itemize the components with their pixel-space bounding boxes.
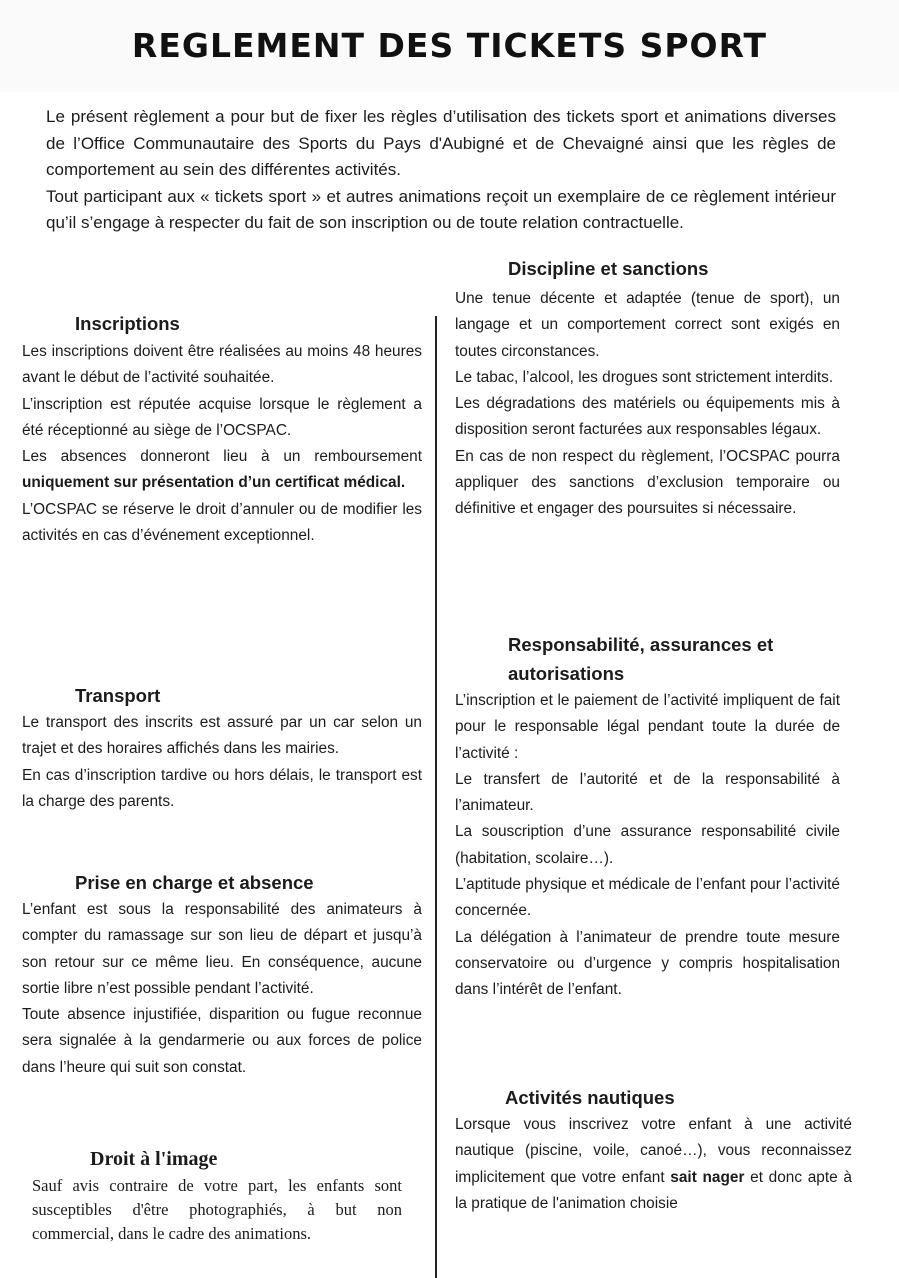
section-heading-transport: Transport	[75, 685, 161, 706]
column-divider	[435, 316, 437, 1278]
paragraph: Une tenue décente et adaptée (tenue de sport), un langage et un comportement correct sont exigés en toutes circonstances.	[455, 290, 840, 360]
paragraph	[455, 1112, 852, 1217]
section-inscriptions	[22, 339, 422, 549]
paragraph: La délégation à l’animateur de prendre toute mesure conservatoire ou d’urgence y compris hospitalisation dans l’intérêt de l’enfant.	[455, 928, 840, 999]
heading-line: Responsabilité, assurances et	[508, 634, 774, 655]
intro-paragraph: Le présent règlement a pour but de fixer les règles d’utilisation des tickets sport et animations diverses de l’Office Communautaire des Sports du Pays d'Aubigné et de Chevaigné ainsi que les règles de comportement au sein des différentes activités.	[46, 107, 836, 179]
section-responsabilite	[455, 688, 840, 1004]
section-discipline	[455, 286, 840, 523]
section-transport	[22, 710, 422, 815]
paragraph: L’OCSPAC se réserve le droit d’annuler ou de modifier les activités en cas d’événement exceptionnel.	[22, 500, 422, 545]
intro	[46, 104, 836, 237]
paragraph: La souscription d’une assurance responsabilité civile (habitation, scolaire…).	[455, 823, 840, 867]
paragraph: Le tabac, l’alcool, les drogues sont strictement interdits.	[455, 368, 834, 386]
paragraph: Le transfert de l’autorité et de la responsabilité à l’animateur.	[455, 770, 840, 815]
paragraph: Le transport des inscrits est assuré par un car selon un trajet et des horaires affichés dans les mairies.	[22, 714, 422, 758]
section-heading-inscriptions: Inscriptions	[75, 313, 180, 334]
heading-line: autorisations	[508, 663, 625, 684]
bold-text: sait nager	[670, 1168, 745, 1186]
paragraph: Les dégradations des matériels ou équipements mis à disposition seront facturées aux responsables légaux.	[455, 395, 840, 439]
paragraph: L’aptitude physique et médicale de l’enfant pour l’activité concernée.	[455, 876, 840, 920]
page-title: REGLEMENT DES TICKETS SPORT	[131, 26, 768, 65]
paragraph: Les inscriptions doivent être réalisées au moins 48 heures avant le début de l’activité souhaitée.	[22, 343, 422, 387]
text-span: Les absences donneront lieu à un remboursement	[22, 448, 422, 466]
section-heading-droit-image: Droit à l'image	[90, 1148, 218, 1170]
paragraph: En cas d’inscription tardive ou hors délais, le transport est la charge des parents.	[22, 766, 422, 810]
paragraph: L’enfant est sous la responsabilité des animateurs à compter du ramassage sur son lieu de départ et jusqu’à son retour sur ce même lieu. En conséquence, aucune sortie libre n’est possible pendant l’activité.	[22, 901, 422, 997]
section-droit-image	[32, 1174, 402, 1246]
section-heading-prise-en-charge: Prise en charge et absence	[75, 872, 314, 893]
paragraph: En cas de non respect du règlement, l’OCSPAC pourra appliquer des sanctions d’exclusion temporaire ou définitive et engager des poursuites si nécessaire.	[455, 447, 840, 518]
section-heading-discipline: Discipline et sanctions	[508, 258, 709, 279]
section-heading-responsabilite	[508, 630, 773, 688]
paragraph	[22, 444, 422, 497]
paragraph: Sauf avis contraire de votre part, les enfants sont susceptibles d'être photographiés, à but non commercial, dans le cadre des animations.	[32, 1176, 402, 1243]
intro-paragraph: Tout participant aux « tickets sport » et autres animations reçoit un exemplaire de ce règlement intérieur qu’il s’engage à respecter du fait de son inscription ou de toute relation contractuelle.	[46, 186, 836, 232]
paragraph: Toute absence injustifiée, disparition ou fugue reconnue sera signalée à la gendarmerie ou aux forces de police dans l’heure qui suit son constat.	[22, 1006, 422, 1076]
text-span: Lorsque vous inscrivez votre enfant à une activité nautique (piscine, voile, canoé…), vous reconnaissez implicitement que votre enfant	[455, 1116, 852, 1186]
text-span: et donc apte à la pratique de l'animation choisie	[455, 1168, 852, 1212]
section-nautiques	[455, 1112, 852, 1217]
paragraph: L’inscription est réputée acquise lorsque le règlement a été réceptionné au siège de l’OCSPAC.	[22, 395, 422, 439]
bold-text: uniquement sur présentation d’un certificat médical.	[22, 474, 406, 492]
section-prise-en-charge	[22, 897, 422, 1081]
paragraph: L’inscription et le paiement de l’activité impliquent de fait pour le responsable légal pendant toute la durée de l’activité :	[455, 692, 840, 762]
section-heading-nautiques: Activités nautiques	[505, 1087, 675, 1108]
